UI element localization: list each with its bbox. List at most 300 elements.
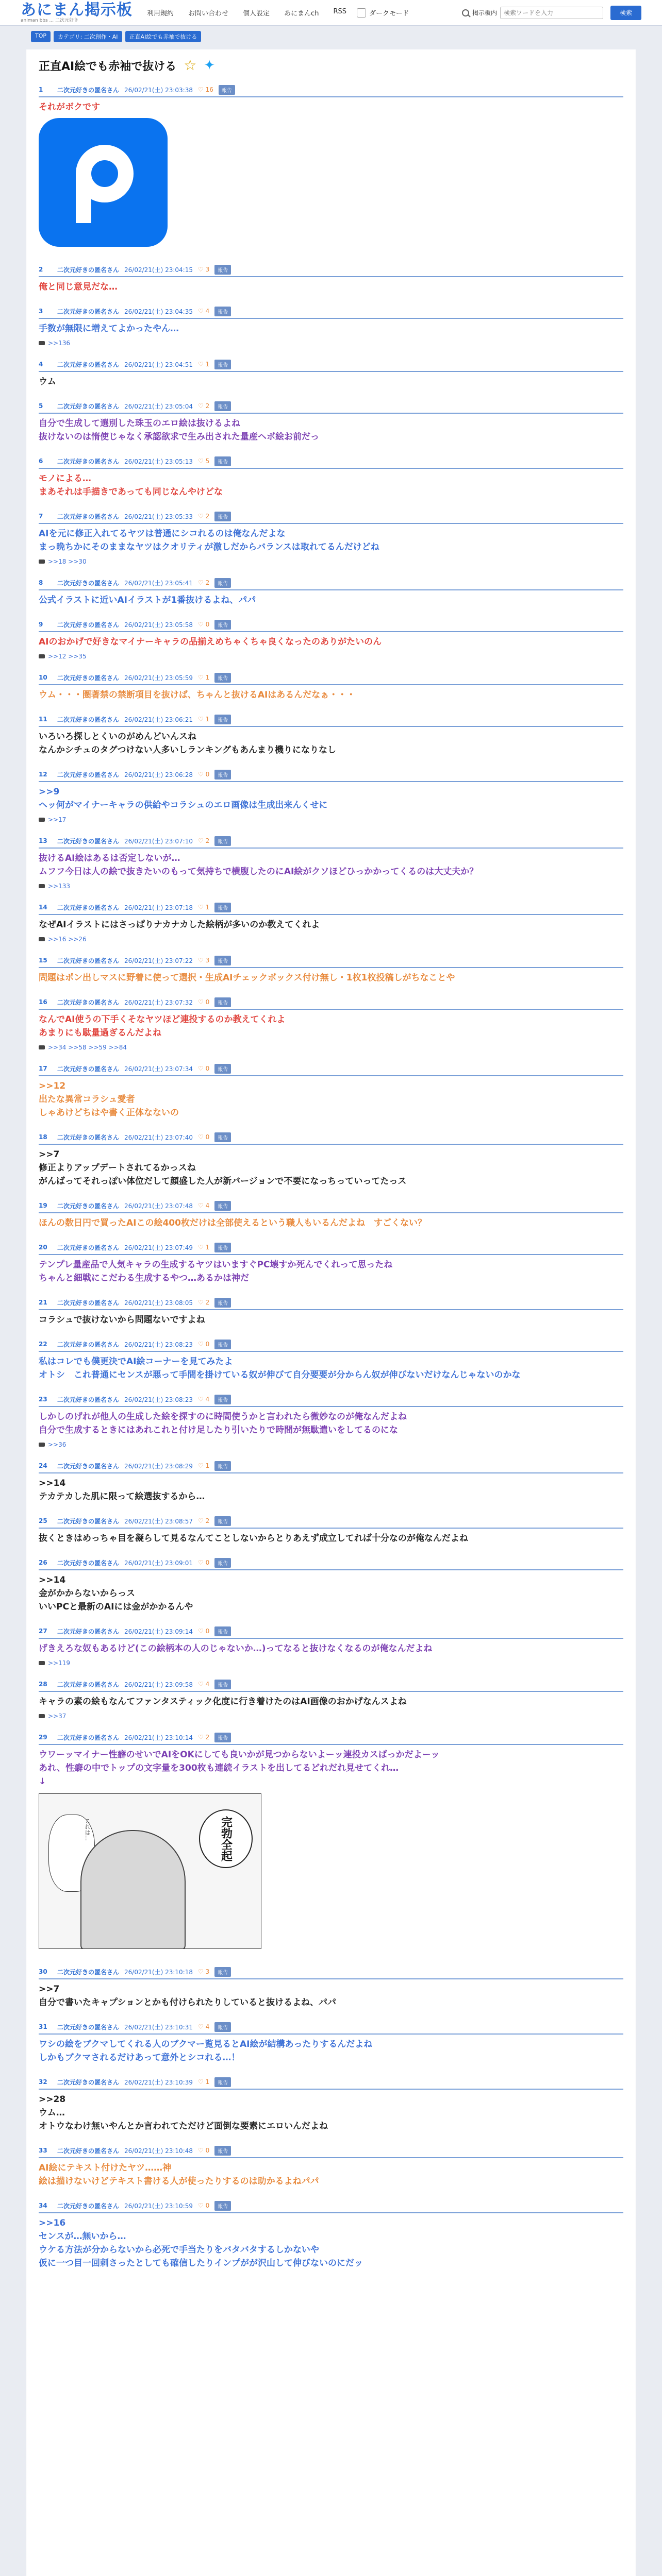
post-body: 俺と同じ意見だな… [39, 282, 118, 292]
post-date: 26/02/21(土) 23:10:59 [124, 2202, 193, 2210]
post-number[interactable]: 31 [39, 2023, 47, 2030]
post-body: キャラの素の絵もなんてファンタスティック化度に行き着けたのはAI画像のおかげなんスよね [39, 1697, 407, 1707]
post [39, 574, 623, 616]
heart-icon: ♡ [197, 998, 204, 1006]
like-count[interactable] [198, 1244, 209, 1251]
like-value: 2 [205, 579, 210, 586]
breadcrumb-thread[interactable]: 正直AI絵でも赤袖で抜ける [125, 31, 202, 42]
report-button[interactable]: 報告 [214, 956, 231, 965]
breadcrumb-category[interactable]: カテゴリ: 二次創作・AI [54, 31, 122, 42]
post-divider [39, 1472, 623, 1473]
post-meta [39, 359, 623, 369]
report-button[interactable]: 報告 [214, 2201, 231, 2211]
header-nav [147, 8, 346, 18]
report-button[interactable]: 報告 [214, 1680, 231, 1689]
nav-settings[interactable]: 個人設定 [243, 10, 270, 18]
like-value: 0 [205, 1628, 210, 1635]
post-number[interactable]: 21 [39, 1299, 47, 1306]
post-number[interactable]: 30 [39, 1968, 47, 1975]
report-button[interactable]: 報告 [214, 1132, 231, 1142]
post-meta [39, 306, 623, 316]
post-date: 26/02/21(土) 23:10:39 [124, 2078, 193, 2086]
post-spacer [39, 1327, 623, 1336]
post [39, 453, 623, 508]
post-body: AIを元に修正入れてるヤツは普通にシコれるのは俺なんだよな まっ晩ちかにそのままなヤツはクオリティが激しだからバランスは取れてるんだけどね [39, 529, 379, 552]
post-number[interactable]: 32 [39, 2078, 47, 2086]
like-count[interactable] [198, 2023, 209, 2030]
post-divider [39, 967, 623, 968]
like-value: 0 [205, 1341, 210, 1348]
like-value: 0 [205, 2202, 210, 2209]
poster-name: 二次元好きの匿名さん [57, 1299, 120, 1307]
post-spacer [39, 1285, 623, 1294]
post [39, 711, 623, 766]
post-divider [39, 1309, 623, 1310]
like-value: 1 [205, 716, 210, 723]
post-body: なぜAIイラストにはさっぱりナカナカした絵柄が多いのか教えてくれよ [39, 920, 320, 930]
heart-icon: ♡ [197, 579, 204, 586]
post-divider [39, 1212, 623, 1213]
post-date: 26/02/21(土) 23:05:58 [124, 621, 193, 629]
like-value: 1 [205, 2078, 210, 2086]
post-date: 26/02/21(土) 23:08:29 [124, 1462, 193, 1470]
like-value: 4 [205, 1202, 210, 1209]
like-count[interactable] [198, 1734, 209, 1741]
like-value: 5 [205, 457, 210, 465]
report-button[interactable]: 報告 [214, 456, 231, 466]
post-date: 26/02/21(土) 23:05:13 [124, 457, 193, 465]
post-meta [39, 2022, 623, 2032]
post-spacer [39, 2064, 623, 2074]
reply-anchors[interactable]: >>12 >>35 [48, 653, 87, 660]
like-value: 2 [205, 1299, 210, 1306]
post-meta [39, 769, 623, 779]
post-spacer [39, 1503, 623, 1513]
report-button[interactable]: 報告 [214, 1558, 231, 1568]
post [39, 2197, 623, 2279]
report-button[interactable]: 報告 [214, 1064, 231, 1074]
report-button[interactable]: 報告 [214, 620, 231, 630]
heart-icon: ♡ [197, 1628, 204, 1635]
like-count[interactable] [198, 1341, 209, 1348]
reply-anchors[interactable]: >>136 [48, 340, 71, 347]
report-button[interactable]: 報告 [214, 1967, 231, 1977]
post-date: 26/02/21(土) 23:09:01 [124, 1559, 193, 1567]
post-spacer [39, 660, 623, 669]
post-number[interactable]: 17 [39, 1065, 47, 1072]
nav-contact[interactable]: お問い合わせ [188, 10, 229, 18]
heart-icon: ♡ [197, 621, 204, 628]
search-button[interactable]: 検索 [610, 6, 641, 20]
post-date: 26/02/21(土) 23:04:15 [124, 266, 193, 274]
post-number[interactable]: 25 [39, 1517, 47, 1524]
like-count[interactable] [198, 1559, 209, 1566]
post [39, 303, 623, 356]
report-button[interactable]: 報告 [214, 1626, 231, 1636]
post-number[interactable]: 5 [39, 402, 43, 410]
post-body: ウワーッマイナー性癖のせいでAIをOKにしても良いかが見つからないよーッ連投カスばっかだよーッ あれ、性癖の中でトップの文字量を300枚も連続イラストを出してるどれだれ見せてくれ… ↓ [39, 1750, 440, 1787]
report-button[interactable]: 報告 [214, 512, 231, 521]
nav-animanch[interactable]: あにまんch [284, 10, 319, 18]
reply-links[interactable] [39, 1441, 623, 1448]
star-icon[interactable]: ☆ [184, 57, 197, 74]
post-date: 26/02/21(土) 23:07:10 [124, 837, 193, 845]
post-list [39, 81, 623, 2279]
post-number[interactable]: 27 [39, 1628, 47, 1635]
report-button[interactable]: 報告 [214, 360, 231, 369]
post-meta [39, 264, 623, 275]
post-meta [39, 511, 623, 521]
like-count[interactable] [198, 771, 209, 778]
post-body: モノによる… まあそれは手描きであっても同じなんやけどな [39, 473, 223, 497]
post-spacer [39, 1448, 623, 1458]
post-number[interactable]: 28 [39, 1681, 47, 1688]
post-divider [39, 1528, 623, 1529]
poster-name: 二次元好きの匿名さん [57, 2078, 120, 2086]
post-spacer [39, 1188, 623, 1197]
reply-links[interactable] [39, 936, 623, 943]
like-value: 1 [205, 1244, 210, 1251]
post-date: 26/02/21(土) 23:10:14 [124, 1734, 193, 1741]
heart-icon: ♡ [197, 457, 204, 465]
post-divider [39, 2089, 623, 2090]
post-divider [39, 413, 623, 414]
like-value: 4 [205, 2023, 210, 2030]
post-date: 26/02/21(土) 23:07:34 [124, 1065, 193, 1073]
reply-links[interactable] [39, 1713, 623, 1720]
like-value: 4 [205, 1396, 210, 1403]
poster-name: 二次元好きの匿名さん [57, 1559, 120, 1567]
reply-anchors[interactable]: >>18 >>30 [48, 558, 87, 565]
like-count[interactable] [198, 308, 209, 315]
reply-links[interactable] [39, 1659, 623, 1667]
post-spacer [39, 1230, 623, 1239]
report-button[interactable]: 報告 [219, 85, 235, 95]
post-meta [39, 1132, 623, 1142]
report-button[interactable]: 報告 [214, 578, 231, 588]
reply-icon [39, 1714, 45, 1718]
post-divider [39, 781, 623, 782]
post-number[interactable]: 7 [39, 513, 43, 520]
post [39, 508, 623, 574]
post-number[interactable]: 4 [39, 361, 43, 368]
post-meta [39, 1063, 623, 1074]
like-value: 2 [205, 1734, 210, 1741]
post-spacer [39, 2270, 623, 2279]
like-value: 1 [205, 904, 210, 911]
post-number[interactable]: 16 [39, 998, 47, 1006]
post-number[interactable]: 23 [39, 1396, 47, 1403]
post-divider [39, 631, 623, 632]
post-body: >>28 ウム… オトウなわけ無いやんとか言われてただけど面倒な要素にエロいんだよね [39, 2094, 328, 2131]
post [39, 1129, 623, 1197]
post-divider [39, 371, 623, 372]
post-number[interactable]: 15 [39, 957, 47, 964]
like-value: 16 [205, 86, 213, 93]
heart-icon: ♡ [197, 771, 204, 778]
post [39, 2019, 623, 2074]
logo-subtext: animan bbs ... 二次元好き [21, 18, 78, 23]
like-count[interactable] [198, 1462, 209, 1469]
reply-anchors[interactable]: >>133 [48, 883, 71, 890]
reply-links[interactable] [39, 340, 623, 347]
post-number[interactable]: 11 [39, 716, 47, 723]
like-count[interactable] [198, 1628, 209, 1635]
like-count[interactable] [198, 1065, 209, 1072]
heart-icon: ♡ [197, 402, 204, 410]
post-number[interactable]: 19 [39, 1202, 47, 1209]
post-number[interactable]: 12 [39, 771, 47, 778]
like-count[interactable] [198, 1133, 209, 1141]
heart-icon: ♡ [197, 1341, 204, 1348]
post-meta [39, 902, 623, 912]
report-button[interactable]: 報告 [214, 715, 231, 724]
nav-rss[interactable]: RSS [333, 8, 346, 15]
post-number[interactable]: 1 [39, 86, 43, 93]
reply-anchors[interactable]: >>119 [48, 1659, 71, 1667]
report-button[interactable]: 報告 [214, 1243, 231, 1252]
post [39, 2142, 623, 2197]
post-body: 抜くときはめっちゃ目を凝らして見るなんてことしないからとりあえず成立してれば十分なのが俺なんだよね [39, 1533, 468, 1544]
like-count[interactable] [198, 2147, 209, 2154]
post [39, 1239, 623, 1294]
report-button[interactable]: 報告 [214, 401, 231, 411]
report-button[interactable]: 報告 [214, 1298, 231, 1308]
reply-links[interactable] [39, 883, 623, 890]
post-spacer [39, 890, 623, 899]
post [39, 616, 623, 669]
post-date: 26/02/21(土) 23:05:41 [124, 579, 193, 587]
post-spacer [39, 1720, 623, 1729]
heart-icon: ♡ [197, 1396, 204, 1403]
search-input[interactable] [500, 7, 603, 19]
post-number[interactable]: 13 [39, 837, 47, 844]
search-area [462, 6, 641, 20]
poster-name: 二次元好きの匿名さん [57, 837, 120, 845]
post-date: 26/02/21(土) 23:07:22 [124, 957, 193, 964]
report-button[interactable]: 報告 [214, 1733, 231, 1742]
report-button[interactable]: 報告 [214, 1516, 231, 1526]
report-button[interactable]: 報告 [214, 836, 231, 846]
reply-anchors[interactable]: >>34 >>58 >>59 >>84 [48, 1044, 127, 1051]
post-meta [39, 84, 623, 95]
post-divider [39, 1638, 623, 1639]
post-meta [39, 1516, 623, 1526]
like-count[interactable] [198, 266, 209, 273]
like-count[interactable] [198, 1202, 209, 1209]
breadcrumb-top[interactable]: TOP [31, 31, 51, 42]
post-body: なんでAI使うの下手くそなヤツほど連投するのか教えてくれよ あまりにも駄量過ぎるんだよね [39, 1014, 286, 1038]
post-body: >>16 センスが…無いから… ウケる方法が分からないから必死で手当たりをバタバタするしかないや 仮に一つ目一回刺さったとしても確信したりインプがが沢山して伸びないのにだッ [39, 2218, 363, 2268]
post-number[interactable]: 14 [39, 904, 47, 911]
post-number[interactable]: 8 [39, 579, 43, 586]
post-number[interactable]: 29 [39, 1734, 47, 1741]
report-button[interactable]: 報告 [214, 903, 231, 912]
reply-icon [39, 818, 45, 822]
poster-name: 二次元好きの匿名さん [57, 1244, 120, 1251]
post-date: 26/02/21(土) 23:10:31 [124, 2023, 193, 2031]
post-number[interactable]: 26 [39, 1559, 47, 1566]
post-meta [39, 578, 623, 588]
post-number[interactable]: 2 [39, 266, 43, 273]
like-count[interactable] [198, 2202, 209, 2209]
dark-mode-toggle[interactable] [357, 8, 409, 18]
report-button[interactable]: 報告 [214, 770, 231, 779]
post-spacer [39, 1545, 623, 1554]
like-count[interactable] [198, 86, 213, 93]
like-count[interactable] [198, 579, 209, 586]
post-date: 26/02/21(土) 23:09:58 [124, 1681, 193, 1688]
post-meta [39, 714, 623, 724]
poster-name: 二次元好きの匿名さん [57, 402, 120, 410]
post-date: 26/02/21(土) 23:05:04 [124, 402, 193, 410]
reply-links[interactable] [39, 653, 623, 660]
reply-icon [39, 341, 45, 345]
nav-terms[interactable]: 利用規約 [147, 10, 174, 18]
report-button[interactable]: 報告 [214, 1340, 231, 1349]
post-spacer [39, 294, 623, 303]
manga-image[interactable] [39, 1793, 261, 1949]
report-button[interactable]: 報告 [214, 1395, 231, 1404]
site-logo[interactable] [21, 3, 133, 23]
post-number[interactable]: 24 [39, 1462, 47, 1469]
post-spacer [39, 702, 623, 711]
twitter-share-icon[interactable]: ✦ [204, 58, 216, 73]
heart-icon: ♡ [197, 1559, 204, 1566]
post [39, 1294, 623, 1336]
post [39, 1458, 623, 1513]
poster-name: 二次元好きの匿名さん [57, 1202, 120, 1210]
post [39, 1391, 623, 1458]
report-button[interactable]: 報告 [214, 307, 231, 316]
post-spacer [39, 823, 623, 833]
post-divider [39, 468, 623, 469]
like-count[interactable] [198, 716, 209, 723]
post-spacer [39, 499, 623, 508]
post-body: 自分で生成して選別した珠玉のエロ絵は抜けるよね 抜けないのは惰使じゃなく承認欲求で生み出された量産ヘボ絵お前だっ [39, 418, 319, 442]
reply-anchors[interactable]: >>37 [48, 1713, 67, 1720]
like-count[interactable] [198, 998, 209, 1006]
post-number[interactable]: 18 [39, 1133, 47, 1141]
post-meta [39, 1297, 623, 1308]
poster-name: 二次元好きの匿名さん [57, 674, 120, 682]
heart-icon: ♡ [197, 1065, 204, 1072]
app-logo-image[interactable] [39, 118, 168, 247]
reply-anchors[interactable]: >>17 [48, 816, 67, 823]
post-meta [39, 672, 623, 683]
like-value: 1 [205, 1462, 210, 1469]
post-number[interactable]: 20 [39, 1244, 47, 1251]
post-number[interactable]: 22 [39, 1341, 47, 1348]
like-count[interactable] [198, 1396, 209, 1403]
poster-name: 二次元好きの匿名さん [57, 998, 120, 1006]
poster-name: 二次元好きの匿名さん [57, 1065, 120, 1073]
like-value: 0 [205, 1133, 210, 1141]
reply-links[interactable] [39, 816, 623, 823]
post-body: ほんの数日円で買ったAIこの絵400枚だけは全部使えるという職人もいるんだよね すごくない？ [39, 1218, 426, 1228]
like-count[interactable] [198, 513, 209, 520]
post-number[interactable]: 3 [39, 308, 43, 315]
heart-icon: ♡ [197, 513, 204, 520]
poster-name: 二次元好きの匿名さん [57, 513, 120, 520]
report-button[interactable]: 報告 [214, 1461, 231, 1471]
post-number[interactable]: 10 [39, 674, 47, 681]
manga-speech-bubble: 完勃全起 [199, 1809, 253, 1868]
like-count[interactable] [198, 2078, 209, 2086]
like-value: 0 [205, 1065, 210, 1072]
post-meta [39, 456, 623, 466]
post-meta [39, 2077, 623, 2087]
post-spacer [39, 1382, 623, 1391]
thread-main [26, 49, 636, 2576]
report-button[interactable]: 報告 [214, 673, 231, 683]
like-count[interactable] [198, 361, 209, 368]
like-value: 0 [205, 771, 210, 778]
heart-icon: ♡ [197, 2147, 204, 2154]
dark-mode-checkbox[interactable] [357, 8, 366, 18]
report-button[interactable]: 報告 [214, 2022, 231, 2032]
page-title: 正直AI絵でも赤袖で抜ける [39, 60, 177, 73]
post-date: 26/02/21(土) 23:04:35 [124, 308, 193, 315]
reply-icon [39, 654, 45, 658]
like-count[interactable] [198, 1517, 209, 1524]
like-count[interactable] [198, 621, 209, 628]
poster-name: 二次元好きの匿名さん [57, 621, 120, 629]
reply-anchors[interactable]: >>16 >>26 [48, 936, 87, 943]
like-count[interactable] [198, 837, 209, 844]
post [39, 1729, 623, 1963]
reply-links[interactable] [39, 1044, 623, 1051]
post-body: >>7 自分で書いたキャプションとかも付けられたりしていると抜けるよね、パパ [39, 1984, 336, 2008]
post [39, 1623, 623, 1676]
post-spacer [39, 2009, 623, 2019]
post-divider [39, 523, 623, 524]
heart-icon: ♡ [197, 1462, 204, 1469]
post-date: 26/02/21(土) 23:05:59 [124, 674, 193, 682]
like-value: 0 [205, 2147, 210, 2154]
like-count[interactable] [198, 674, 209, 681]
like-value: 0 [205, 621, 210, 628]
report-button[interactable]: 報告 [214, 1201, 231, 1211]
search-scope-label: 掲示板内 [472, 9, 497, 16]
post-number[interactable]: 9 [39, 621, 43, 628]
post-body: >>9 ヘッ何がマイナーキャラの供給やコラシュのエロ画像は生成出来んくせに [39, 787, 328, 810]
like-count[interactable] [198, 457, 209, 465]
like-count[interactable] [198, 1968, 209, 1975]
post-number[interactable]: 6 [39, 457, 43, 465]
reply-anchors[interactable]: >>36 [48, 1441, 67, 1448]
post-number[interactable]: 34 [39, 2202, 47, 2209]
post-number[interactable]: 33 [39, 2147, 47, 2154]
post-meta [39, 1200, 623, 1211]
poster-name: 二次元好きの匿名さん [57, 308, 120, 315]
report-button[interactable]: 報告 [214, 265, 231, 275]
like-value: 1 [205, 674, 210, 681]
reply-links[interactable] [39, 558, 623, 565]
like-count[interactable] [198, 402, 209, 410]
post-body: >>14 テカテカした肌に限って絵選抜するから… [39, 1478, 205, 1502]
like-count[interactable] [198, 1681, 209, 1688]
breadcrumb [0, 26, 662, 42]
report-button[interactable]: 報告 [214, 2146, 231, 2156]
post-date: 26/02/21(土) 23:06:21 [124, 716, 193, 723]
post-spacer [39, 1120, 623, 1129]
like-count[interactable] [198, 904, 209, 911]
report-button[interactable]: 報告 [214, 2077, 231, 2087]
report-button[interactable]: 報告 [214, 997, 231, 1007]
like-count[interactable] [198, 1299, 209, 1306]
like-count[interactable] [198, 957, 209, 964]
